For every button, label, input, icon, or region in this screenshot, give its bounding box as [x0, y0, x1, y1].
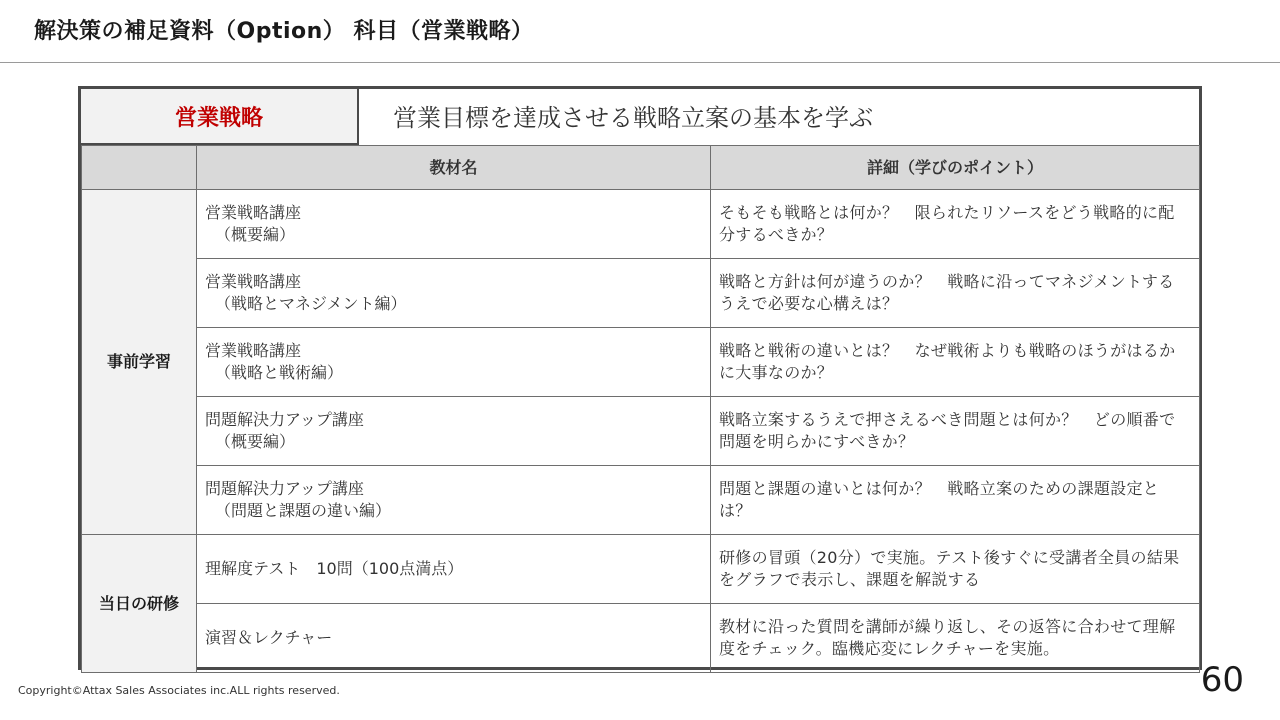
group-label-training-day: 当日の研修 — [82, 535, 197, 673]
table-row — [82, 259, 1200, 328]
material-subtitle: （概要編） — [215, 225, 296, 244]
material-cell — [197, 535, 711, 604]
material-cell — [197, 328, 711, 397]
material-cell — [197, 604, 711, 673]
detail-cell: 戦略と戦術の違いとは？ なぜ戦術よりも戦略のほうがはるかに大事なのか？ — [711, 328, 1200, 397]
detail-cell: 問題と課題の違いとは何か？ 戦略立案のための課題設定とは？ — [711, 466, 1200, 535]
detail-cell: 戦略立案するうえで押さえるべき問題とは何か？ どの順番で問題を明らかにすべきか？ — [711, 397, 1200, 466]
material-cell — [197, 190, 711, 259]
material-cell — [197, 259, 711, 328]
table-row — [82, 604, 1200, 673]
title-divider — [0, 62, 1280, 63]
course-frame — [78, 86, 1202, 670]
material-subtitle: （概要編） — [215, 432, 296, 451]
table-row — [82, 190, 1200, 259]
material-title: 理解度テスト 10問（100点満点） — [205, 559, 464, 578]
header-material: 教材名 — [197, 146, 711, 190]
table-header-row — [82, 146, 1200, 190]
header-detail: 詳細（学びのポイント） — [711, 146, 1200, 190]
material-title: 営業戦略講座 — [205, 272, 302, 291]
material-title: 営業戦略講座 — [205, 341, 302, 360]
material-title: 問題解決力アップ講座 — [205, 410, 364, 429]
header-empty-cell — [82, 146, 197, 190]
material-title: 問題解決力アップ講座 — [205, 479, 364, 498]
page-number: 60 — [1200, 660, 1244, 700]
slide-title: 解決策の補足資料（Option） 科目（営業戦略） — [34, 19, 534, 44]
curriculum-table — [81, 145, 1200, 673]
detail-cell: 研修の冒頭（20分）で実施。テスト後すぐに受講者全員の結果をグラフで表示し、課題を解説する — [711, 535, 1200, 604]
material-cell — [197, 397, 711, 466]
course-label: 営業戦略 — [81, 89, 359, 146]
table-row — [82, 535, 1200, 604]
material-subtitle: （戦略と戦術編） — [215, 363, 344, 382]
copyright-footer: Copyright©Attax Sales Associates inc.ALL rights reserved. — [18, 684, 340, 697]
detail-cell: そもそも戦略とは何か？ 限られたリソースをどう戦略的に配分するべきか？ — [711, 190, 1200, 259]
material-title: 営業戦略講座 — [205, 203, 302, 222]
material-cell — [197, 466, 711, 535]
course-description: 営業目標を達成させる戦略立案の基本を学ぶ — [393, 104, 873, 132]
material-subtitle: （戦略とマネジメント編） — [215, 294, 407, 313]
table-row — [82, 466, 1200, 535]
table-row — [82, 328, 1200, 397]
detail-cell: 戦略と方針は何が違うのか？ 戦略に沿ってマネジメントするうえで必要な心構えは？ — [711, 259, 1200, 328]
detail-cell: 教材に沿った質問を講師が繰り返し、その返答に合わせて理解度をチェック。臨機応変にレクチャーを実施。 — [711, 604, 1200, 673]
table-row — [82, 397, 1200, 466]
group-label-prestudy: 事前学習 — [82, 190, 197, 535]
material-title: 演習＆レクチャー — [205, 628, 333, 647]
material-subtitle: （問題と課題の違い編） — [215, 501, 392, 520]
